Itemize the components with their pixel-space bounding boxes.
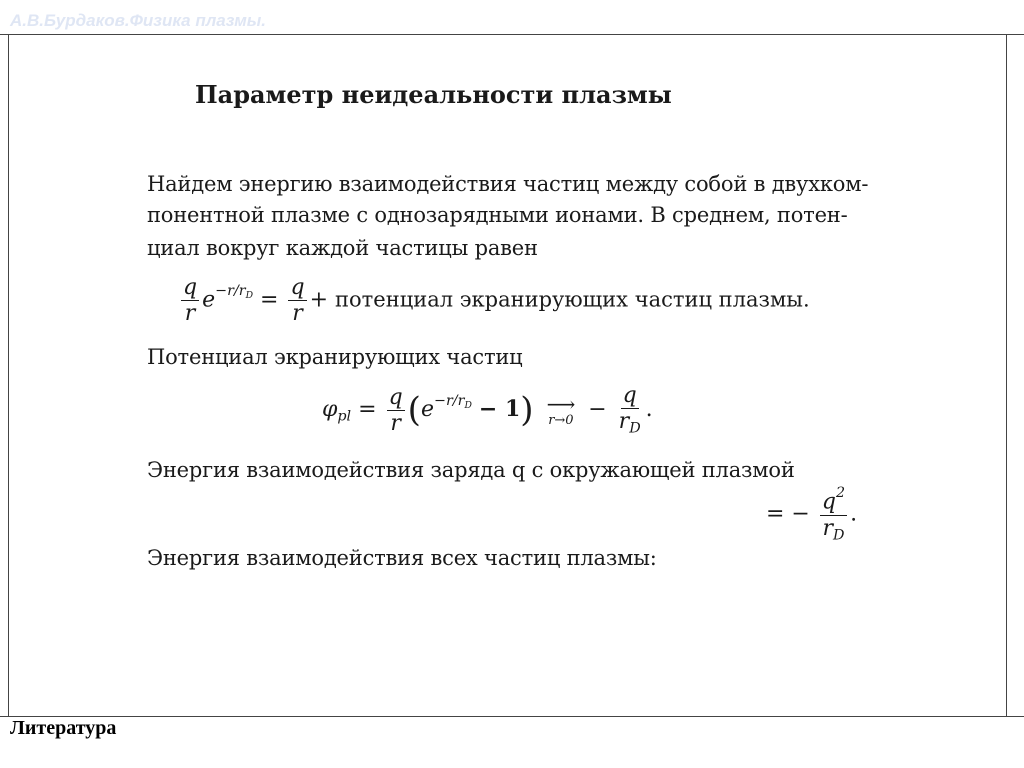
- fraction-denominator: r: [390, 410, 401, 436]
- fraction-q-over-r: [387, 386, 405, 435]
- rd-subscript: D: [629, 420, 641, 437]
- period: .: [850, 501, 858, 527]
- equals-sign: =: [358, 397, 377, 423]
- bottom-divider: [0, 716, 1024, 717]
- q-superscript: 2: [835, 485, 846, 501]
- rd-base: r: [618, 409, 630, 435]
- fraction-denominator: [617, 409, 643, 436]
- fraction-numerator: q: [183, 275, 198, 300]
- fraction-denominator: r: [184, 301, 196, 327]
- exponent-subscript: D: [245, 289, 254, 301]
- phi-symbol: φ: [322, 397, 338, 423]
- equation-potential: [178, 276, 810, 325]
- header-title: А.В.Бурдаков.Физика плазмы.: [10, 11, 267, 30]
- literature-link[interactable]: Литература: [10, 717, 117, 739]
- fraction-denominator: r: [292, 301, 303, 327]
- slide-frame: [8, 34, 1007, 716]
- fraction-numerator: q: [622, 383, 637, 408]
- rd-subscript: D: [833, 526, 845, 543]
- paragraph-1-line-2: понентной плазме с однозарядными ионами. В среднем, потен-: [147, 203, 848, 227]
- phi-subscript: pl: [337, 408, 352, 425]
- exp-base: e: [202, 287, 216, 313]
- fraction-q2-over-rd: [820, 486, 847, 543]
- fraction-q-over-r: [181, 276, 199, 325]
- exponent-subscript: D: [464, 399, 472, 411]
- equation-interaction-energy: [766, 486, 857, 543]
- slide-title: Параметр неидеальности плазмы: [195, 80, 672, 109]
- paragraph-4: Энергия взаимодействия всех частиц плазмы:: [147, 546, 657, 570]
- paragraph-1-line-1: Найдем энергию взаимодействия частиц между собой в двухком-: [147, 172, 869, 196]
- equals-sign: =: [260, 287, 279, 313]
- left-paren: (: [407, 390, 421, 431]
- rd-base: r: [822, 515, 833, 541]
- limit-label: r→0: [548, 412, 574, 428]
- q-base: q: [821, 489, 836, 515]
- fraction-denominator: [820, 516, 846, 543]
- fraction-q-over-r-2: [288, 276, 306, 325]
- right-paren: ): [520, 390, 534, 431]
- equation-screening-potential: [322, 384, 653, 436]
- exponent: −r/r: [433, 392, 465, 409]
- paragraph-2: Потенциал экранирующих частиц: [147, 345, 523, 369]
- equals-minus: = −: [766, 501, 810, 527]
- fraction-q-over-rd: [617, 384, 643, 436]
- exponent: −r/r: [215, 283, 246, 300]
- arrow-icon: ⟶: [546, 391, 576, 416]
- exp-base: e: [420, 397, 434, 423]
- limit-arrow: [546, 391, 576, 428]
- paragraph-3: Энергия взаимодействия заряда q с окружающей плазмой: [147, 458, 795, 482]
- minus-sign: −: [588, 397, 607, 423]
- minus-one: − 1: [478, 396, 521, 423]
- fraction-numerator: q: [290, 275, 305, 300]
- period: .: [645, 397, 653, 423]
- fraction-numerator: q: [388, 384, 403, 410]
- equation-text: потенциал экранирующих частиц плазмы.: [335, 287, 810, 312]
- fraction-numerator: [820, 486, 847, 516]
- plus-sign: +: [309, 287, 329, 313]
- paragraph-1-line-3: циал вокруг каждой частицы равен: [147, 236, 538, 260]
